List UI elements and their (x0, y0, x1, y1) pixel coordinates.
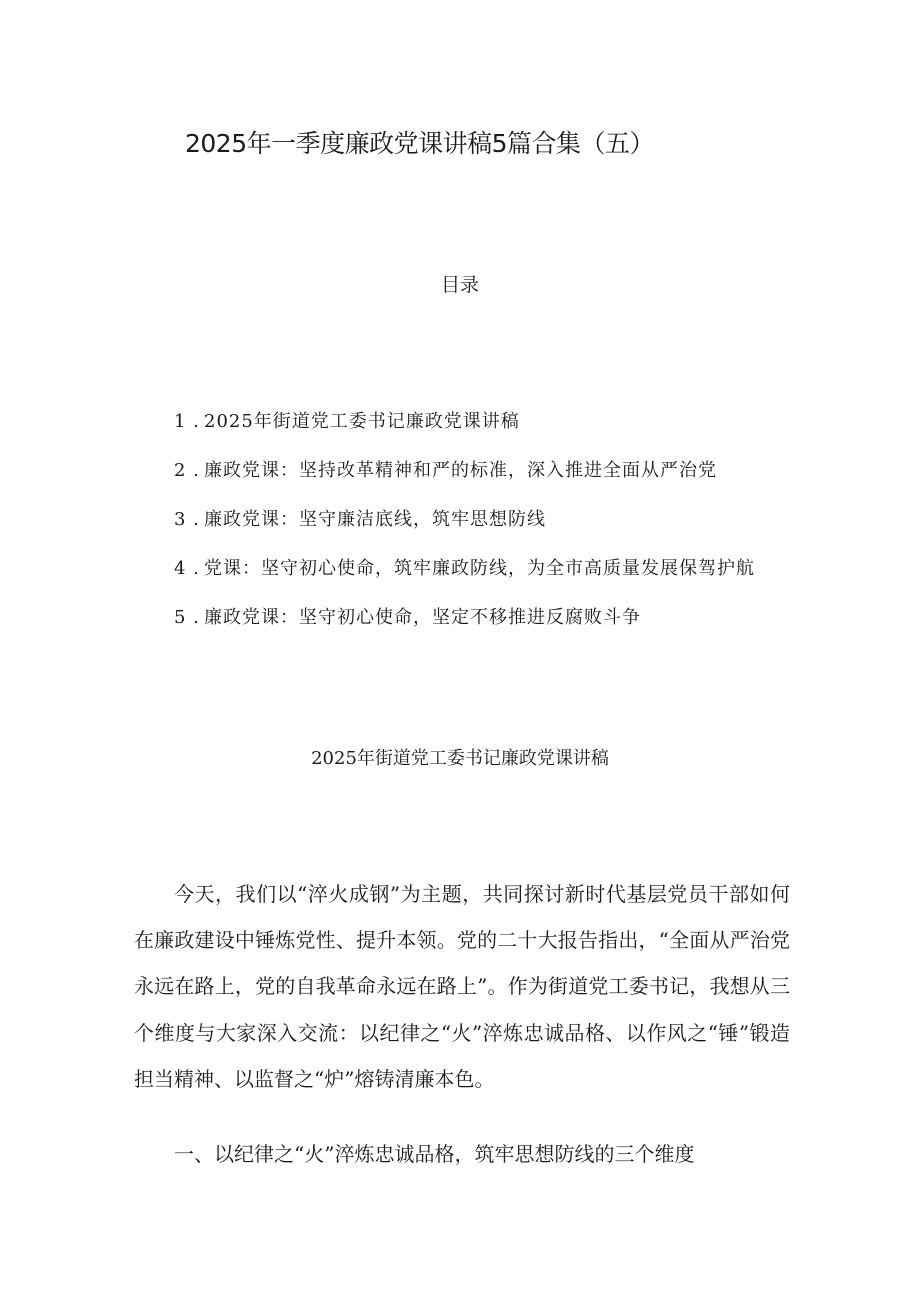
subheading: 一、以纪律之“火”淬炼忠诚品格，筑牢思想防线的三个维度 (174, 1142, 695, 1166)
toc-item-number: 4 . (174, 558, 200, 579)
body-paragraph: 今天，我们以“淬火成钢”为主题，共同探讨新时代基层党员干部如何在廉政建设中锤炼党性、提升本领。党的二十大报告指出，“全面从严治党永远在路上，党的自我革命永远在路上”。作为街道党工委书记，我想从三个维度与大家深入交流：以纪律之“火”淬炼忠诚品格、以作风之“锤”锻造担当精神、以监督之“炉”熔铸清廉本色。 (134, 882, 790, 1091)
toc-item-number: 1 . (174, 411, 200, 432)
toc-item-number: 5 . (174, 607, 200, 628)
toc-item-text: 廉政党课：坚守廉洁底线，筑牢思想防线 (204, 509, 546, 530)
toc-item (174, 505, 546, 531)
toc-item-number: 2 . (174, 460, 200, 481)
toc-item-text: 2025年街道党工委书记廉政党课讲稿 (204, 411, 520, 432)
toc-item (174, 407, 520, 433)
toc-item-number: 3 . (174, 509, 200, 530)
section-title: 2025年街道党工委书记廉政党课讲稿 (311, 748, 609, 769)
toc-item-text: 廉政党课：坚守初心使命，坚定不移推进反腐败斗争 (204, 607, 641, 628)
toc-item (174, 554, 755, 580)
toc-heading: 目录 (440, 274, 479, 296)
toc-item (174, 603, 641, 629)
toc-item-text: 廉政党课：坚持改革精神和严的标准，深入推进全面从严治党 (204, 460, 717, 481)
toc-item-text: 党课：坚守初心使命，筑牢廉政防线，为全市高质量发展保驾护航 (204, 558, 755, 579)
document-title: 2025年一季度廉政党课讲稿5篇合集（五） (185, 129, 655, 158)
toc-item (174, 456, 717, 482)
